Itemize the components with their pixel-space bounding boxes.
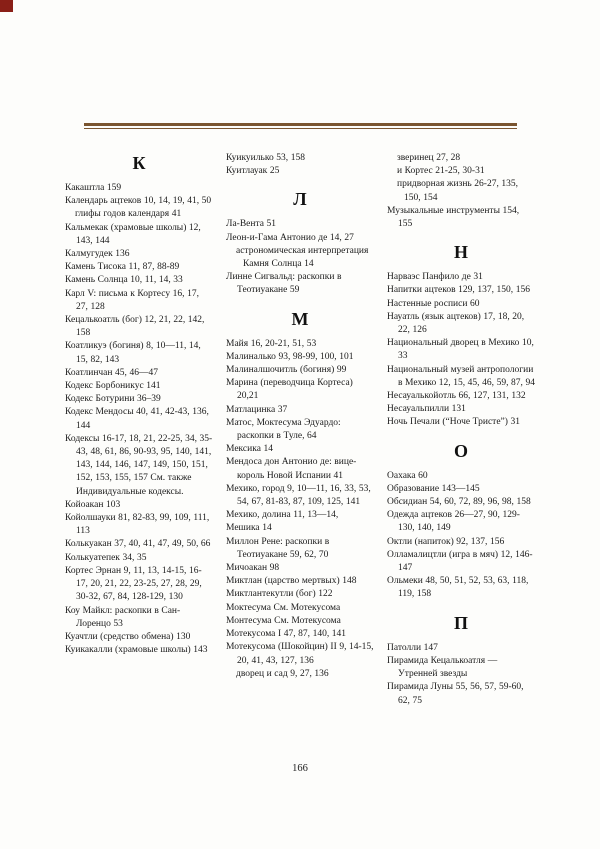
index-columns	[65, 150, 536, 708]
section-header-Н: Н	[453, 242, 468, 263]
index-subentry: дворец и сад 9, 27, 136	[236, 668, 329, 679]
index-entry: Матос, Моктесума Эдуардо: раскопки в Туле, 64	[226, 417, 341, 442]
index-entry: Науатль (язык ацтеков) 17, 18, 20, 22, 126	[387, 311, 525, 336]
index-entry: Колькуакан 37, 40, 41, 47, 49, 50, 66	[65, 539, 211, 550]
index-entry: Кодексы 16-17, 18, 21, 22-25, 34, 35-43, 48, 61, 86, 90-93, 95, 140, 141, 143, 144, 146, 147, 149, 150, 151, 152, 153, 155, 157 См. также Индивидуальные кодексы.	[65, 433, 213, 497]
index-entry: Настенные росписи 60	[387, 298, 480, 309]
index-entry: Куачтли (средство обмена) 130	[65, 631, 191, 642]
index-entry: Коатлинчан 45, 46—47	[65, 367, 159, 378]
index-column-2	[226, 150, 374, 681]
index-entry: Малиналшочитль (богиня) 99	[226, 365, 347, 376]
index-subentry: придворная жизнь 26-27, 135, 150, 154	[397, 179, 519, 203]
index-entry: Мендоса дон Антонио де: вице-король Новой Испании 41	[226, 457, 357, 481]
index-entry: Календарь ацтеков 10, 14, 19, 41, 50	[65, 196, 212, 207]
index-entry: Колькуатепек 34, 35	[65, 552, 147, 563]
index-entry: Нарваэс Панфило де 31	[387, 272, 483, 283]
index-entry: Куикуилько 53, 158	[226, 153, 306, 163]
index-entry: Ольмеки 48, 50, 51, 52, 53, 63, 118, 119, 158	[387, 576, 529, 600]
index-subentry: и Кортес 21-25, 30-31	[397, 166, 485, 177]
index-entry: Камень Солнца 10, 11, 14, 33	[65, 275, 183, 286]
index-entry: Куикакалли (храмовые школы) 143	[65, 645, 208, 656]
index-entry: Малиналько 93, 98-99, 100, 101	[226, 351, 354, 362]
index-entry: Мешика 14	[226, 523, 272, 534]
index-entry: Марина (переводчица Кортеса) 20,21	[226, 378, 353, 402]
index-entry: Койоакан 103	[65, 499, 121, 510]
index-column-1	[65, 150, 213, 657]
rule-thin-line	[84, 128, 517, 129]
index-column-3	[387, 150, 535, 708]
index-entry: Какаштла 159	[65, 183, 122, 193]
index-entry: Миктлан (царство мертвых) 148	[226, 576, 357, 587]
index-entry: Пирамида Кецалькоатля — Утренней звезды	[387, 655, 498, 680]
index-entry: Оахака 60	[387, 470, 428, 481]
index-entry: Коатликуэ (богиня) 8, 10—11, 14, 15, 82, 143	[65, 341, 201, 365]
index-entry: Кецалькоатль (бог) 12, 21, 22, 142, 158	[65, 315, 205, 339]
index-entry: Леон-и-Гама Антонио де 14, 27	[226, 232, 354, 243]
index-entry: Кодекс Борбоникус 141	[65, 381, 161, 392]
index-entry: Мичоакан 98	[226, 563, 280, 574]
index-entry: Ночь Печали (“Ноче Тристе”) 31	[387, 417, 520, 428]
index-subentry: глифы годов календаря 41	[75, 209, 182, 220]
index-entry: Камень Тисока 11, 87, 88-89	[65, 262, 180, 273]
index-entry: Напитки ацтеков 129, 137, 150, 156	[387, 285, 531, 296]
index-entry: Миктлантекутли (бог) 122	[226, 589, 333, 600]
page-number: 166	[292, 763, 308, 774]
index-entry: Национальный музей антропологии в Мехико 12, 15, 45, 46, 59, 87, 94	[387, 364, 535, 388]
index-entry: Монтесума См. Мотекусома	[226, 615, 341, 626]
index-entry: Обсидиан 54, 60, 72, 89, 96, 98, 158	[387, 497, 531, 508]
index-entry: Патолли 147	[387, 642, 438, 653]
index-entry: Мотекусома I 47, 87, 140, 141	[226, 629, 347, 640]
index-subentry: зверинец 27, 28	[397, 153, 461, 163]
index-entry: Кодекс Мендосы 40, 41, 42-43, 136, 144	[65, 407, 209, 431]
index-entry: Линне Сигвальд: раскопки в Теотиуакане 59	[226, 272, 342, 296]
index-entry: Коу Майкл: раскопки в Сан-Лоренцо 53	[65, 605, 181, 629]
ornamental-rule	[84, 123, 517, 129]
index-entry: Кортес Эрнан 9, 11, 13, 14-15, 16-17, 20, 21, 22, 23-25, 27, 28, 29, 30-32, 67, 84, 128-129, 130	[65, 565, 202, 603]
index-entry: Майя 16, 20-21, 51, 53	[226, 338, 317, 349]
index-entry: Несауальпилли 131	[387, 404, 466, 415]
index-entry: Мотекусома (Шокойцин) II 9, 14-15, 20, 41, 43, 127, 136	[226, 642, 374, 666]
section-header-М: М	[291, 308, 309, 329]
index-entry: Койолшауки 81, 82-83, 99, 109, 111, 113	[65, 513, 210, 537]
index-entry: Одежда ацтеков 26—27, 90, 129-130, 140, 149	[387, 510, 520, 534]
index-entry: Октли (напиток) 92, 137, 156	[387, 536, 505, 547]
index-entry: Несауалькойотль 66, 127, 131, 132	[387, 391, 526, 402]
index-entry: Образование 143—145	[387, 483, 480, 494]
index-entry: Мексика 14	[226, 444, 273, 455]
index-entry: Кодекс Ботурини 36–39	[65, 394, 161, 405]
rule-thick-line	[84, 123, 517, 126]
index-entry: Куитлауак 25	[226, 166, 280, 177]
section-header-П: П	[453, 612, 468, 633]
index-entry: Мехико, город 9, 10—11, 16, 33, 53, 54, 67, 81-83, 87, 109, 125, 141	[226, 483, 371, 508]
index-entry: Национальный дворец в Мехико 10, 33	[387, 338, 534, 362]
section-header-О: О	[453, 440, 468, 461]
index-entry: Миллон Рене: раскопки в Теотиуакане 59, 62, 70	[226, 536, 330, 560]
index-entry: Музыкальные инструменты 154, 155	[387, 205, 520, 230]
index-entry: Мехико, долина 11, 13—14,	[226, 510, 339, 521]
section-header-К: К	[132, 153, 146, 173]
index-entry: Пирамида Луны 55, 56, 57, 59-60, 62, 75	[387, 682, 524, 706]
index-entry: Олламалицтли (игра в мяч) 12, 146-147	[387, 549, 533, 574]
index-entry: Матлацинка 37	[226, 404, 288, 415]
index-entry: Ла-Вента 51	[226, 219, 277, 230]
index-entry: Карл V: письма к Кортесу 16, 17, 27, 128	[65, 288, 199, 312]
section-header-Л: Л	[293, 189, 307, 210]
corner-mark	[0, 0, 13, 12]
index-entry: Кальмекак (храмовые школы) 12, 143, 144	[65, 222, 201, 246]
index-entry: Калмугудек 136	[65, 249, 130, 260]
index-subentry: астрономическая интерпретация Камня Солнца 14	[236, 245, 369, 270]
index-entry: Моктесума См. Мотекусома	[226, 602, 341, 613]
